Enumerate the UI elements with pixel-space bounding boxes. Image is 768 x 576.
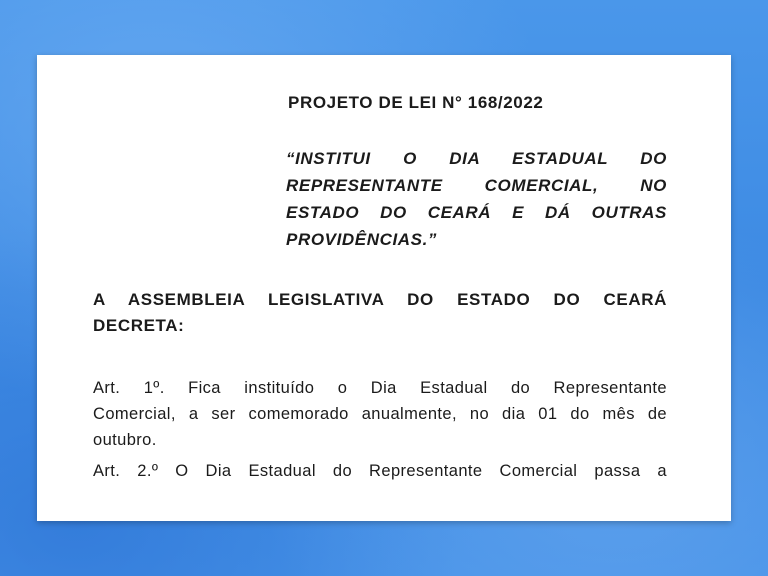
bill-summary-line: ESTADO DO CEARÁ E DÁ OUTRAS xyxy=(286,203,667,222)
article-2 xyxy=(93,458,667,484)
bill-summary xyxy=(286,145,667,253)
bill-summary-line: “INSTITUI O DIA ESTADUAL DO xyxy=(286,149,667,168)
bill-summary-line: PROVIDÊNCIAS.” xyxy=(286,230,438,249)
enacting-clause-line: DECRETA: xyxy=(93,316,185,335)
article-1-line: Art. 1º. Fica instituído o Dia Estadual do Representante xyxy=(93,379,667,397)
bill-title: PROJETO DE LEI N° 168/2022 xyxy=(288,93,544,112)
article-1 xyxy=(93,375,667,453)
bill-summary-line: REPRESENTANTE COMERCIAL, NO xyxy=(286,176,667,195)
enacting-clause xyxy=(93,287,667,339)
article-2-line: Art. 2.º O Dia Estadual do Representante Comercial passa a xyxy=(93,462,667,480)
article-1-line: outubro. xyxy=(93,431,157,449)
article-1-line: Comercial, a ser comemorado anualmente, no dia 01 do mês de xyxy=(93,405,667,423)
document-page xyxy=(37,55,731,521)
enacting-clause-line: A ASSEMBLEIA LEGISLATIVA DO ESTADO DO CEARÁ xyxy=(93,290,667,309)
